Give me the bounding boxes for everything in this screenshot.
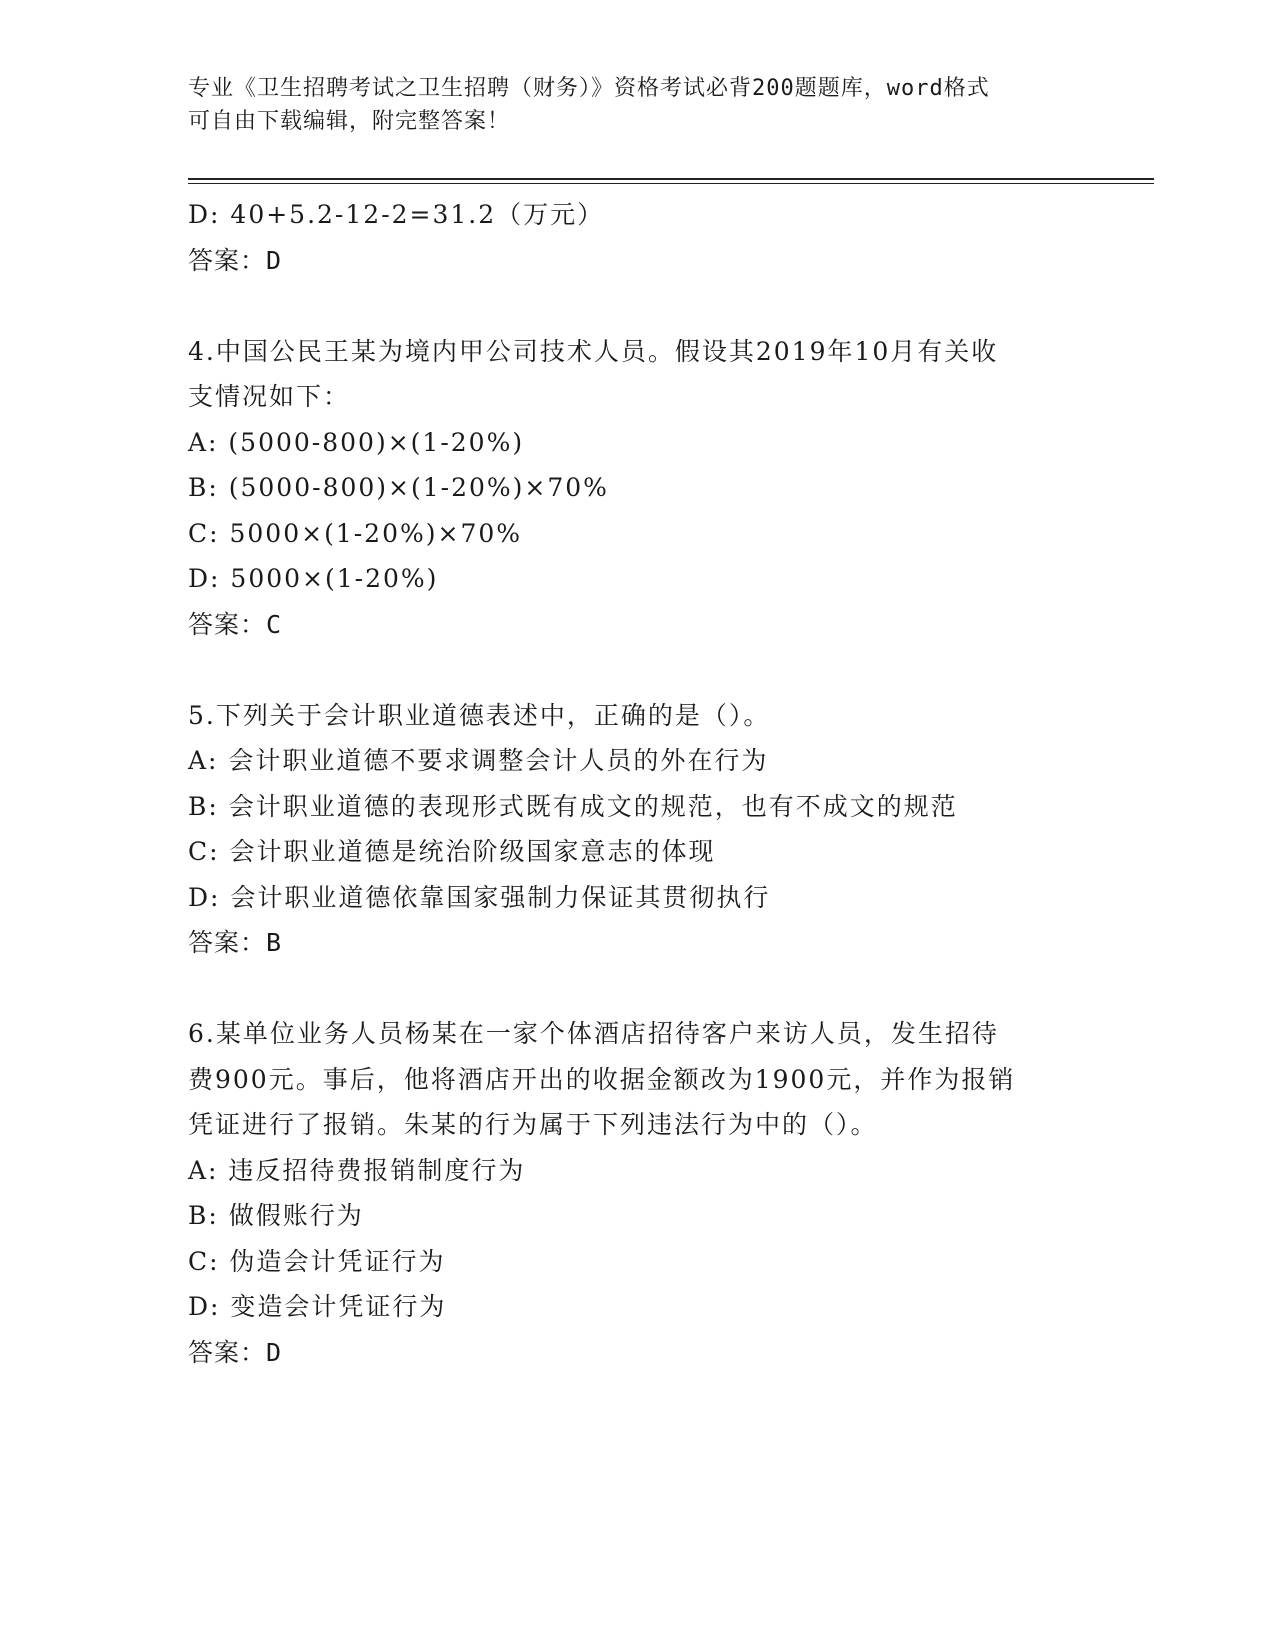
question-3-option-d: D: 40+5.2-12-2=31.2（万元） <box>188 200 605 229</box>
question-5-stem-line-1: 5.下列关于会计职业道德表述中，正确的是（）。 <box>188 700 771 730</box>
header-divider <box>188 178 1154 184</box>
spacer <box>188 966 1088 1012</box>
question-4 <box>188 329 1088 648</box>
question-5-option-d: D: 会计职业道德依靠国家强制力保证其贯彻执行 <box>188 882 771 912</box>
question-5-option-a: A: 会计职业道德不要求调整会计人员的外在行为 <box>188 746 769 775</box>
question-3-answer: 答案：D <box>188 245 283 275</box>
question-3 <box>188 192 1088 283</box>
header-title-line-2: 可自由下载编辑，附完整答案！ <box>188 109 511 134</box>
question-6-answer: 答案：D <box>188 1337 283 1367</box>
question-4-answer: 答案：C <box>188 609 283 639</box>
question-5-answer: 答案：B <box>188 928 283 957</box>
question-5-option-c: C: 会计职业道德是统治阶级国家意志的体现 <box>188 837 716 866</box>
question-4-option-d: D: 5000×(1-20%) <box>188 564 439 593</box>
question-4-option-a: A: (5000-800)×(1-20%) <box>188 427 525 457</box>
document-header <box>188 72 1088 138</box>
question-4-stem-line-1: 4.中国公民王某为境内甲公司技术人员。假设其2019年10月有关收 <box>188 336 999 366</box>
header-title-line-1: 专业《卫生招聘考试之卫生招聘（财务）》资格考试必背200题题库，word格式 <box>188 76 990 101</box>
question-6 <box>188 1011 1088 1375</box>
question-4-option-c: C: 5000×(1-20%)×70% <box>188 518 523 548</box>
spacer <box>188 283 1088 329</box>
spacer <box>188 647 1088 693</box>
question-6-option-b: B: 做假账行为 <box>188 1201 364 1230</box>
question-5 <box>188 693 1088 966</box>
question-6-option-a: A: 违反招待费报销制度行为 <box>188 1155 526 1185</box>
question-6-option-d: D: 变造会计凭证行为 <box>188 1292 447 1321</box>
question-4-stem-line-2: 支情况如下： <box>188 382 351 411</box>
question-5-option-b: B: 会计职业道德的表现形式既有成文的规范，也有不成文的规范 <box>188 791 958 821</box>
question-4-option-b: B: (5000-800)×(1-20%)×70% <box>188 473 609 502</box>
question-6-stem-line-1: 6.某单位业务人员杨某在一家个体酒店招待客户来访人员，发生招待 <box>188 1019 999 1048</box>
question-6-stem-line-2: 费900元。事后，他将酒店开出的收据金额改为1900元，并作为报销 <box>188 1064 1016 1094</box>
question-6-option-c: C: 伪造会计凭证行为 <box>188 1246 446 1276</box>
question-list <box>188 192 1088 1375</box>
question-6-stem-line-3: 凭证进行了报销。朱某的行为属于下列违法行为中的（）。 <box>188 1110 878 1139</box>
